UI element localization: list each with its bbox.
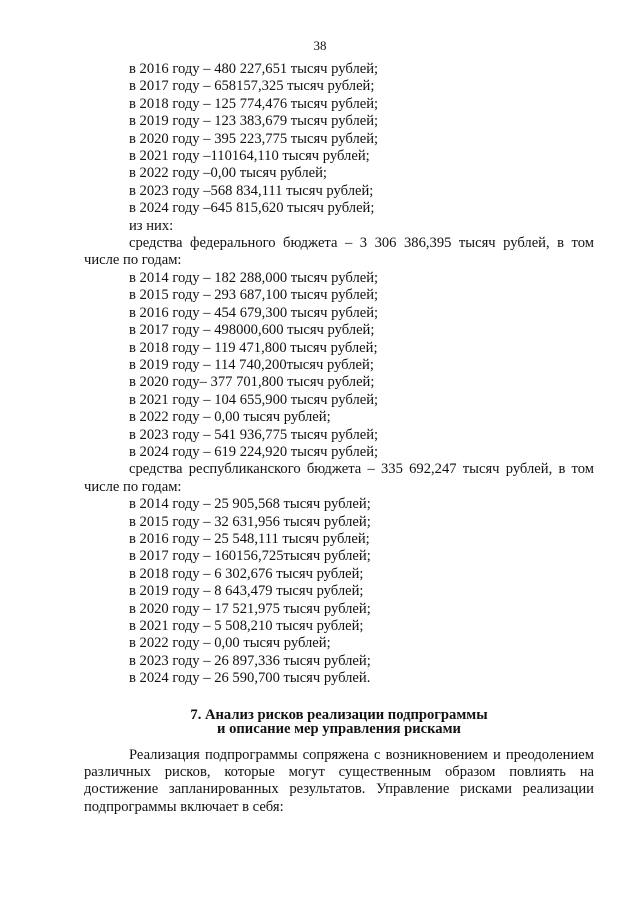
of-which-label: из них: xyxy=(129,217,174,234)
funding-line-2016: в 2016 году – 480 227,651 тысяч рублей; xyxy=(129,61,379,77)
republic-line-2022: в 2022 году – 0,00 тысяч рублей; xyxy=(129,635,331,652)
federal-funding-list xyxy=(84,270,594,461)
funding-line-2017: в 2017 году – 658157,325 тысяч рублей; xyxy=(129,78,375,95)
federal-line-2019: в 2019 году – 114 740,200тысяч рублей; xyxy=(129,356,374,373)
republic-line-2017: в 2017 году – 160156,725тысяч рублей; xyxy=(129,548,371,565)
republic-line-2014: в 2014 году – 25 905,568 тысяч рублей; xyxy=(129,496,371,513)
federal-line-2022: в 2022 году – 0,00 тысяч рублей; xyxy=(129,409,331,426)
republic-line-2019: в 2019 году – 8 643,479 тысяч рублей; xyxy=(129,583,364,600)
republic-line-2021: в 2021 году – 5 508,210 тысяч рублей; xyxy=(129,618,364,634)
funding-line-2024: в 2024 году –645 815,620 тысяч рублей; xyxy=(129,200,375,217)
funding-line-2022: в 2022 году –0,00 тысяч рублей; xyxy=(129,165,327,182)
republic-budget-intro: средства республиканского бюджета – 335 692,247 тысяч рублей, в том xyxy=(129,461,594,478)
section-heading xyxy=(84,708,594,736)
federal-budget-intro: средства федерального бюджета – 3 306 386,395 тысяч рублей, в том xyxy=(129,235,594,252)
page-number: 38 xyxy=(313,38,327,53)
funding-line-2023: в 2023 году –568 834,111 тысяч рублей; xyxy=(129,182,374,199)
federal-line-2018: в 2018 году – 119 471,800 тысяч рублей; xyxy=(129,339,378,356)
section-heading-line-1: 7. Анализ рисков реализации подпрограммы xyxy=(190,706,488,723)
republic-line-2018: в 2018 году – 6 302,676 тысяч рублей; xyxy=(129,565,364,582)
republic-line-2016: в 2016 году – 25 548,111 тысяч рублей; xyxy=(129,530,370,547)
republic-line-2015: в 2015 году – 32 631,956 тысяч рублей; xyxy=(129,513,371,530)
total-funding-list xyxy=(84,61,594,235)
republic-line-2024: в 2024 году – 26 590,700 тысяч рублей. xyxy=(129,670,371,687)
federal-budget-intro-continued: числе по годам: xyxy=(84,252,182,269)
federal-line-2023: в 2023 году – 541 936,775 тысяч рублей; xyxy=(129,426,379,443)
funding-line-2020: в 2020 году – 395 223,775 тысяч рублей; xyxy=(129,130,379,147)
funding-line-2018: в 2018 году – 125 774,476 тысяч рублей; xyxy=(129,95,379,112)
funding-line-2019: в 2019 году – 123 383,679 тысяч рублей; xyxy=(129,113,379,130)
federal-line-2024: в 2024 году – 619 224,920 тысяч рублей; xyxy=(129,443,379,460)
republic-line-2023: в 2023 году – 26 897,336 тысяч рублей; xyxy=(129,652,371,669)
section-heading-line-2: и описание мер управления рисками xyxy=(217,720,461,737)
federal-line-2016: в 2016 году – 454 679,300 тысяч рублей; xyxy=(129,304,379,321)
risk-paragraph: Реализация подпрограммы сопряжена с возникновением и преодолением различных рисков, которые могут существенным образом повлиять на достижение запланированных результатов. Управление рисками реализации подпрограммы включает в себя: xyxy=(84,746,594,815)
federal-line-2015: в 2015 году – 293 687,100 тысяч рублей; xyxy=(129,287,379,304)
federal-line-2014: в 2014 году – 182 288,000 тысяч рублей; xyxy=(129,269,379,286)
federal-line-2017: в 2017 году – 498000,600 тысяч рублей; xyxy=(129,322,375,339)
document-body xyxy=(84,61,594,816)
republic-funding-list xyxy=(84,496,594,687)
republic-budget-intro-continued: числе по годам: xyxy=(84,478,182,495)
republic-line-2020: в 2020 году – 17 521,975 тысяч рублей; xyxy=(129,600,371,617)
federal-line-2021: в 2021 году – 104 655,900 тысяч рублей; xyxy=(129,391,379,408)
funding-line-2021: в 2021 году –110164,110 тысяч рублей; xyxy=(129,148,370,165)
federal-line-2020: в 2020 году– 377 701,800 тысяч рублей; xyxy=(129,374,375,391)
